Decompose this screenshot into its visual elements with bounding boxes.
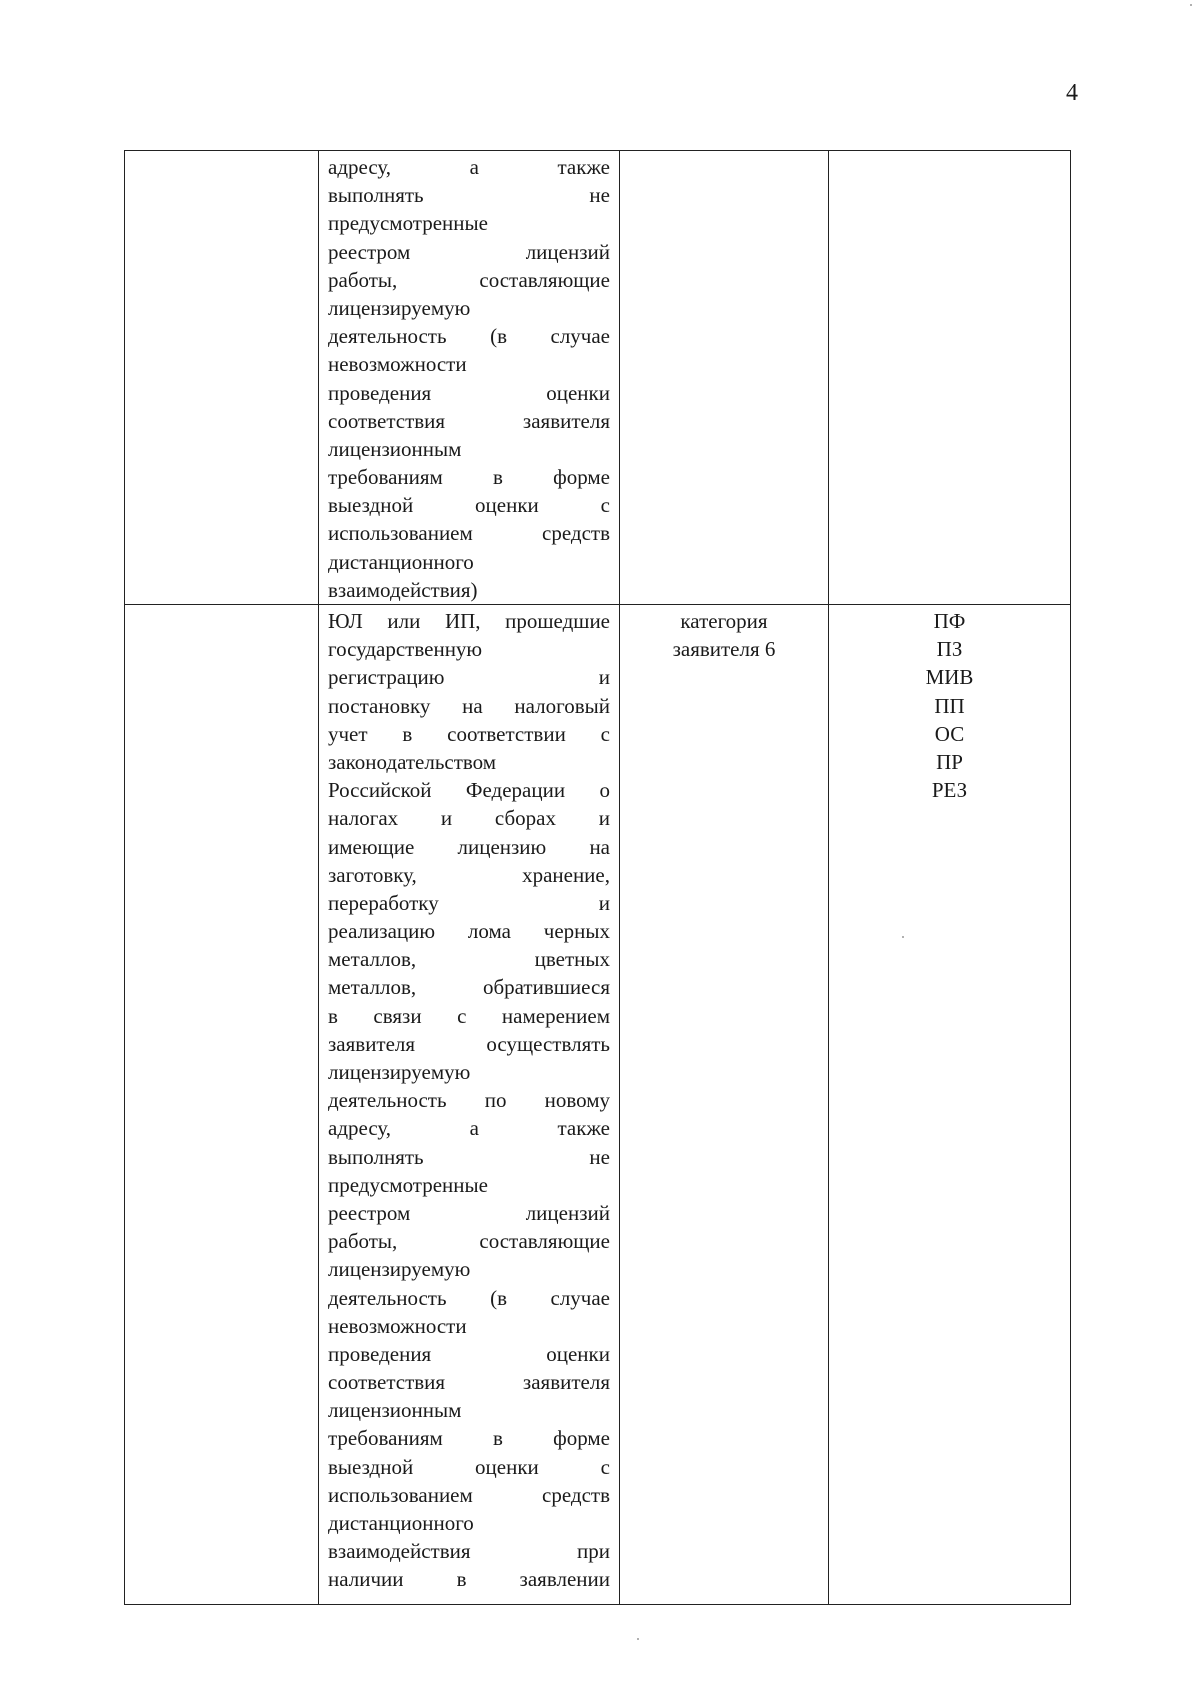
empty-cell [125,605,319,1605]
text-line: учет в соответствии с [328,721,610,746]
text-line: реестром лицензий [328,1200,610,1225]
text-line: невозможности [328,1313,467,1338]
text-line: выездной оценки с [328,1454,610,1479]
description-cell [319,151,620,605]
table-row [125,151,1071,605]
category-text [620,605,828,663]
text-line: проведения оценки [328,1341,610,1366]
text-line: постановку на налоговый [328,693,610,718]
text-line: в связи с намерением [328,1003,610,1028]
text-line: регистрацию и [328,665,610,690]
text-line: проведения оценки [328,380,610,405]
text-line: лицензируемую [328,295,471,320]
text-line: ОС [934,721,965,746]
text-line: наличии в заявлении [328,1567,610,1592]
empty-cell [125,151,319,605]
text-line: ПР [936,749,963,774]
text-line: использованием средств [328,521,610,546]
text-line: МИВ [925,665,974,690]
text-line: деятельность (в случае [328,1285,610,1310]
text-line: налогах и сборах и [328,806,610,831]
text-line: лицензируемую [328,1257,471,1282]
text-line: взаимодействия) [328,577,478,602]
text-line: требованиям в форме [328,1426,610,1451]
description-text [319,151,619,604]
text-line: деятельность (в случае [328,324,610,349]
text-line: выполнять не [328,1144,610,1169]
text-line: работы, составляющие [328,1229,610,1254]
text-line: имеющие лицензию на [328,834,610,859]
text-line: адресу, а также [328,155,610,179]
text-line: реестром лицензий [328,239,610,264]
text-line: работы, составляющие [328,267,610,292]
text-line: категория [680,609,768,633]
text-line: металлов, цветных [328,947,610,972]
text-line: соответствия заявителя [328,408,610,433]
scan-artifact [1190,4,1192,6]
text-line: дистанционного [328,1511,474,1535]
category-cell [620,605,829,1605]
description-cell [319,605,620,1605]
text-line: реализацию лома черных [328,919,610,944]
text-line: невозможности [328,352,467,377]
text-line: взаимодействия при [328,1539,610,1564]
text-line: ПЗ [936,637,963,662]
document-table [124,150,1071,1605]
scan-artifact [637,1638,639,1640]
text-line: предусмотренные [328,1172,488,1197]
text-line: выполнять не [328,183,610,208]
text-line: использованием средств [328,1482,610,1507]
text-line: дистанционного [328,549,474,574]
table-row [125,605,1071,1605]
text-line: деятельность по новому [328,1088,610,1113]
text-line: металлов, обратившиеся [328,975,610,1000]
text-line: переработку и [328,890,610,915]
text-line: заявителя 6 [672,637,776,662]
text-line: государственную [328,637,483,662]
text-line: лицензионным [328,436,462,461]
text-line: адресу, а также [328,1116,610,1141]
text-line: требованиям в форме [328,465,610,490]
text-line: законодательством [328,749,497,774]
codes-cell [829,151,1071,605]
text-line: заготовку, хранение, [328,862,610,887]
text-line: ЮЛ или ИП, прошедшие [328,609,610,633]
description-text [319,605,619,1594]
text-line: выездной оценки с [328,493,610,518]
text-line: лицензионным [328,1398,462,1423]
codes-cell [829,605,1071,1605]
scan-artifact [902,936,904,938]
text-line: заявителя осуществлять [328,1031,610,1056]
text-line: ПП [934,693,965,718]
text-line: ПФ [933,609,966,633]
codes-list [829,605,1070,804]
text-line: предусмотренные [328,211,488,236]
text-line: РЕЗ [931,778,968,803]
text-line: соответствия заявителя [328,1370,610,1395]
text-line: лицензируемую [328,1060,471,1084]
page-number: 4 [1066,80,1078,106]
text-line: Российской Федерации о [328,778,610,803]
category-cell [620,151,829,605]
